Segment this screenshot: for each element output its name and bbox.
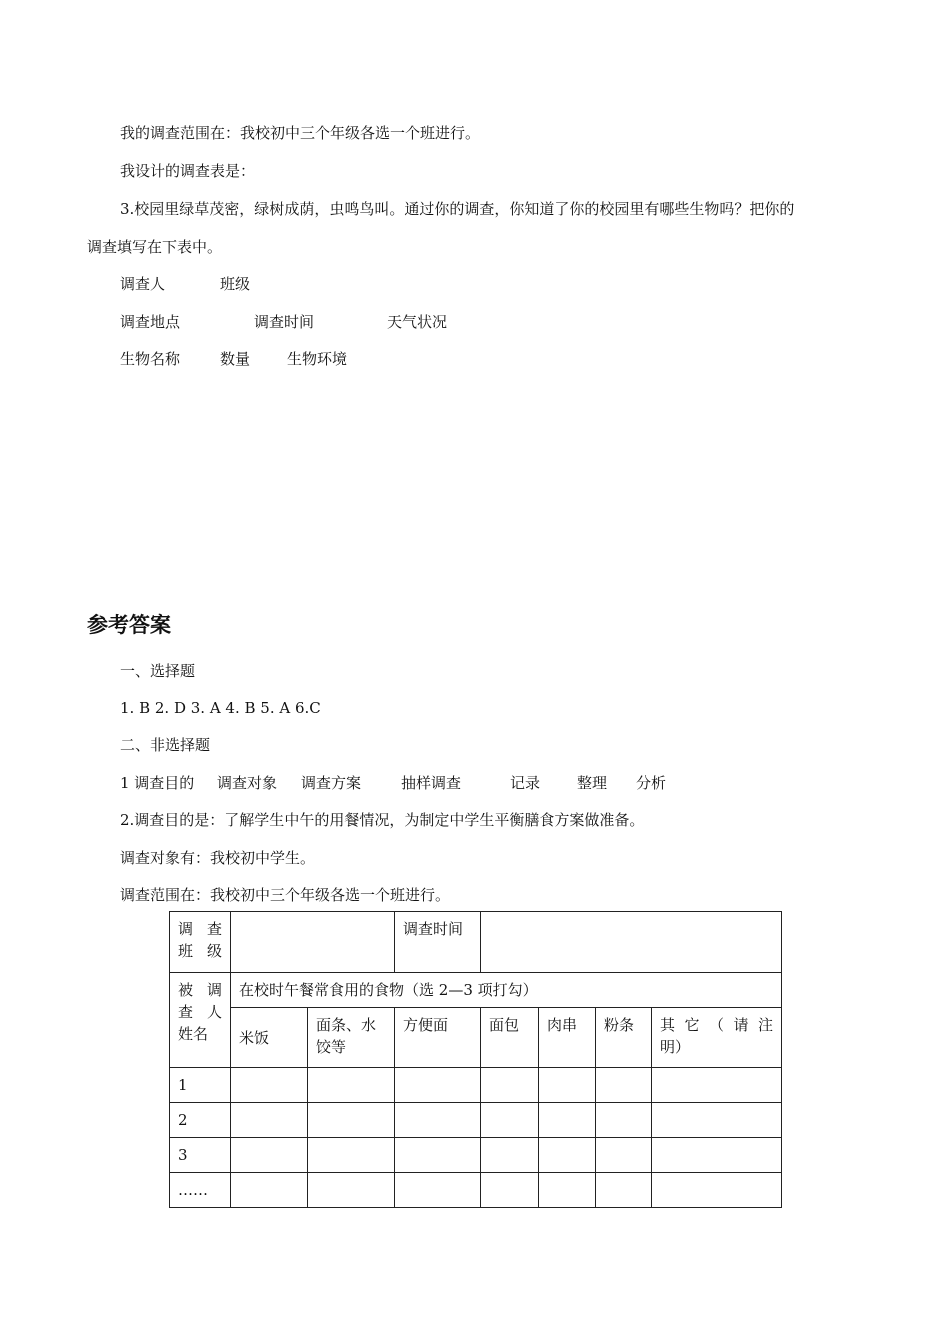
food-option-skewers: 肉串 — [539, 1008, 596, 1068]
class-label-cell — [170, 912, 231, 973]
entry-cell[interactable] — [481, 1138, 539, 1173]
time-value-cell[interactable] — [481, 912, 782, 973]
entry-cell[interactable] — [539, 1103, 596, 1138]
food-option-rice: 米饭 — [231, 1008, 308, 1068]
entry-cell[interactable] — [395, 1103, 481, 1138]
q2-purpose: 2.调查目的是：了解学生中午的用餐情况，为制定中学生平衡膳食方案做准备。 — [120, 811, 645, 829]
time-label-cell — [395, 912, 481, 973]
entry-cell[interactable] — [308, 1173, 395, 1208]
q1-item: 整理 — [577, 774, 608, 792]
field-organism-name: 生物名称 — [120, 350, 181, 368]
entry-cell[interactable] — [596, 1173, 652, 1208]
row-number: 3 — [170, 1138, 231, 1173]
entry-cell[interactable] — [596, 1068, 652, 1103]
entry-cell[interactable] — [231, 1138, 308, 1173]
name-label-line: 查 人 — [178, 1003, 222, 1021]
field-class: 班级 — [220, 275, 251, 293]
food-header-cell — [231, 973, 782, 1008]
answers-title: 参考答案 — [87, 613, 171, 637]
field-quantity: 数量 — [220, 350, 251, 368]
entry-cell[interactable] — [231, 1173, 308, 1208]
entry-cell[interactable] — [231, 1103, 308, 1138]
row-number: …… — [170, 1173, 231, 1208]
entry-cell[interactable] — [652, 1138, 782, 1173]
section-2-heading: 二、非选择题 — [120, 736, 211, 754]
row-number: 1 — [170, 1068, 231, 1103]
q1-item: 调查对象 — [217, 774, 278, 792]
time-label: 调查时间 — [403, 920, 464, 938]
entry-cell[interactable] — [652, 1068, 782, 1103]
table-row — [170, 1138, 782, 1173]
choice-answers: 1. B 2. D 3. A 4. B 5. A 6.C — [120, 699, 321, 717]
lunch-survey-table — [169, 911, 782, 1208]
q2-object: 调查对象有：我校初中学生。 — [120, 849, 316, 867]
design-line: 我设计的调查表是： — [120, 162, 256, 180]
name-label-cell — [170, 973, 231, 1068]
field-time: 调查时间 — [254, 313, 315, 331]
entry-cell[interactable] — [481, 1173, 539, 1208]
row-number: 2 — [170, 1103, 231, 1138]
class-value-cell[interactable] — [231, 912, 395, 973]
q1-item: 分析 — [636, 774, 667, 792]
entry-cell[interactable] — [481, 1068, 539, 1103]
entry-cell[interactable] — [652, 1173, 782, 1208]
entry-cell[interactable] — [308, 1103, 395, 1138]
name-label-line: 被 调 — [178, 981, 222, 999]
field-location: 调查地点 — [120, 313, 181, 331]
food-option-bread: 面包 — [481, 1008, 539, 1068]
entry-cell[interactable] — [395, 1138, 481, 1173]
entry-cell[interactable] — [539, 1138, 596, 1173]
entry-cell[interactable] — [308, 1138, 395, 1173]
other-line: 其它（请注 — [660, 1016, 774, 1034]
class-row — [170, 912, 782, 973]
entry-cell[interactable] — [231, 1068, 308, 1103]
entry-cell[interactable] — [652, 1103, 782, 1138]
entry-cell[interactable] — [481, 1103, 539, 1138]
q1-item: 调查方案 — [301, 774, 362, 792]
entry-cell[interactable] — [539, 1068, 596, 1103]
entry-cell[interactable] — [596, 1103, 652, 1138]
field-environment: 生物环境 — [287, 350, 348, 368]
food-header: 在校时午餐常食用的食物（选 2—3 项打勾） — [239, 981, 538, 999]
table-row — [170, 1103, 782, 1138]
entry-cell[interactable] — [395, 1173, 481, 1208]
class-label-line: 班 级 — [178, 942, 222, 960]
q1-item: 抽样调查 — [401, 774, 462, 792]
food-option-vermicelli: 粉条 — [596, 1008, 652, 1068]
name-label-line: 姓名 — [178, 1025, 209, 1043]
entry-cell[interactable] — [395, 1068, 481, 1103]
field-weather: 天气状况 — [387, 313, 448, 331]
food-option-other — [652, 1008, 782, 1068]
q1-item: 记录 — [510, 774, 541, 792]
table-row — [170, 1173, 782, 1208]
entry-cell[interactable] — [308, 1068, 395, 1103]
field-investigator: 调查人 — [120, 275, 166, 293]
food-options-row — [170, 1008, 782, 1068]
food-header-row — [170, 973, 782, 1008]
food-option-instant-noodles: 方便面 — [395, 1008, 481, 1068]
entry-cell[interactable] — [596, 1138, 652, 1173]
scope-line: 我的调查范围在：我校初中三个年级各选一个班进行。 — [120, 124, 481, 142]
entry-cell[interactable] — [539, 1173, 596, 1208]
table-row — [170, 1068, 782, 1103]
food-option-noodles: 面条、水饺等 — [308, 1008, 395, 1068]
q2-scope: 调查范围在：我校初中三个年级各选一个班进行。 — [120, 886, 451, 904]
q1-item: 1 调查目的 — [120, 774, 195, 792]
class-label-line: 调 查 — [178, 920, 222, 938]
other-line: 明） — [660, 1038, 691, 1056]
question-3-line-1: 3.校园里绿草茂密，绿树成荫，虫鸣鸟叫。通过你的调查，你知道了你的校园里有哪些生物吗？把你的 — [120, 200, 795, 218]
question-3-line-2: 调查填写在下表中。 — [87, 238, 223, 256]
section-1-heading: 一、选择题 — [120, 662, 196, 680]
